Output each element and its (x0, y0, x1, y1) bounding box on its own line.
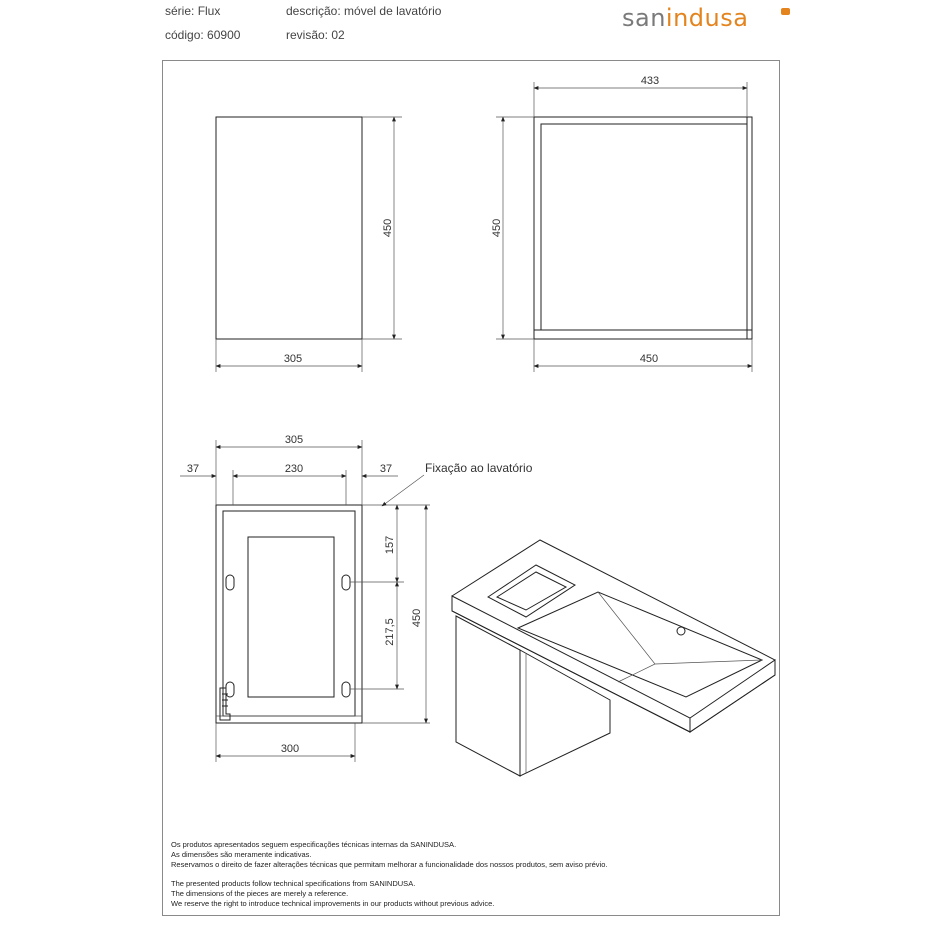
serie-value: Flux (197, 4, 221, 18)
note-pt-1: Os produtos apresentados seguem especificações técnicas internas da SANINDUSA. (171, 840, 457, 849)
slot-topleft-icon (226, 575, 234, 590)
basin-opening-inner (497, 572, 566, 610)
side-outer (534, 117, 752, 339)
descricao-value: móvel de lavatório (344, 4, 442, 18)
note-en-2: The dimensions of the pieces are merely a reference. (171, 889, 349, 898)
basin-side-edge (690, 660, 775, 732)
front-height-label: 450 (382, 218, 394, 238)
revisao-label: revisão: (286, 28, 329, 42)
back-top-label: 305 (284, 434, 304, 446)
back-inner (223, 511, 355, 716)
back-window (248, 537, 334, 697)
front-width-label: 305 (283, 353, 303, 365)
note-en-3: We reserve the right to introduce technical improvements in our products without previous advice. (171, 899, 495, 908)
isometric-view (452, 540, 775, 776)
codigo-value: 60900 (207, 28, 241, 42)
front-panel (216, 117, 362, 339)
revisao-value: 02 (331, 28, 345, 42)
cabinet-front (456, 616, 520, 776)
back-view (180, 434, 430, 762)
brand-logo-part1: san (622, 4, 666, 32)
hinge-icon (220, 688, 230, 720)
back-157-label: 157 (384, 535, 396, 555)
fixacao-leader (382, 475, 424, 506)
basin-opening-outer (488, 565, 575, 617)
back-height-label: 450 (411, 608, 423, 628)
descricao-label: descrição: (286, 4, 341, 18)
slot-bottomleft-icon (226, 682, 234, 697)
slot-topright-icon (342, 575, 350, 590)
back-left-label: 37 (186, 463, 200, 475)
front-view (216, 117, 402, 372)
back-outer (216, 505, 362, 723)
note-en-1: The presented products follow technical specifications from SANINDUSA. (171, 879, 416, 888)
back-217-label: 217,5 (384, 618, 396, 646)
side-height-label: 450 (491, 218, 503, 238)
tap-hole-icon (677, 627, 685, 635)
disclaimer-notes (171, 840, 607, 909)
side-bottom-label: 450 (639, 353, 659, 365)
fixacao-annotation: Fixação ao lavatório (425, 461, 533, 475)
slot-bottomright-icon (342, 682, 350, 697)
serie-label: série: (165, 4, 195, 18)
codigo-label: código: (165, 28, 204, 42)
side-top-label: 433 (640, 75, 660, 87)
side-view (491, 75, 752, 372)
back-bottom-label: 300 (280, 743, 300, 755)
side-inner (541, 124, 747, 330)
note-pt-3: Reservamos o direito de fazer alterações técnicas que permitam melhorar a funcionalidade dos nossos produtos, sem aviso prévio. (171, 860, 608, 869)
back-right-label: 37 (379, 463, 393, 475)
note-pt-2: As dimensões são meramente indicativas. (171, 850, 312, 859)
back-middle-label: 230 (284, 463, 304, 475)
sink-slope-folds (598, 592, 762, 682)
brand-logo-part2: indusa (665, 4, 749, 32)
side-edge (747, 117, 752, 339)
